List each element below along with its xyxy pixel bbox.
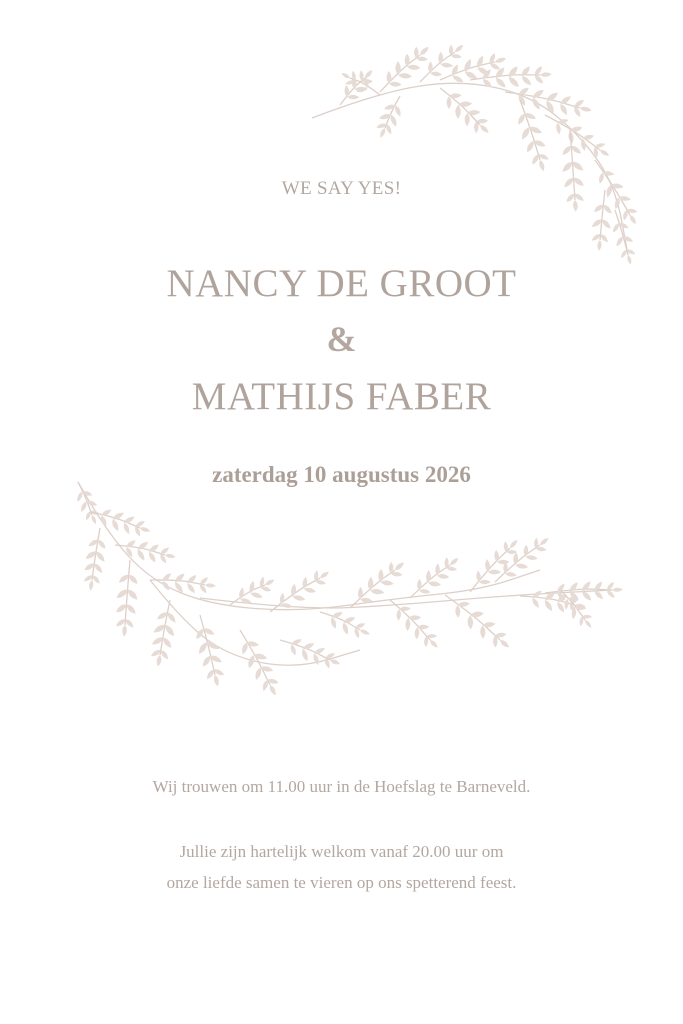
leaf-icon <box>213 674 220 686</box>
leaf-icon <box>509 539 519 550</box>
leaf-icon <box>136 548 147 562</box>
leaf-icon <box>417 624 429 629</box>
ampersand: & <box>326 319 357 359</box>
leaf-icon <box>539 537 550 547</box>
leaf-icon <box>268 684 278 696</box>
leaf-icon <box>428 581 442 588</box>
leaf-icon <box>358 587 363 600</box>
leaf-icon <box>250 591 264 599</box>
leaf-icon <box>497 560 509 565</box>
leaf-icon <box>264 578 275 587</box>
leaf-icon <box>88 580 94 591</box>
wedding-date: zaterdag 10 augustus 2026 <box>212 462 471 487</box>
leaf-icon <box>419 588 431 594</box>
leaf-icon <box>319 570 330 579</box>
leaf-icon <box>380 580 394 587</box>
leaf-icon <box>449 557 460 567</box>
leaf-icon <box>354 622 366 630</box>
leaf-icon <box>414 627 419 639</box>
leaf-icon <box>426 570 431 583</box>
leaf-icon <box>476 570 481 582</box>
leaf-icon <box>505 571 517 577</box>
leaf-icon <box>396 609 401 621</box>
leaf-icon <box>173 572 186 584</box>
leaf-icon <box>525 555 538 561</box>
leaf-icon <box>186 582 197 594</box>
leaf-icon <box>289 644 297 656</box>
leaf-icon <box>99 515 108 527</box>
leaf-icon <box>359 628 371 636</box>
leaf-icon <box>494 550 500 563</box>
leaf-icon <box>165 553 176 559</box>
leaf-icon <box>479 580 491 584</box>
partner2-name: MATHIJS FABER <box>191 375 492 418</box>
leaf-icon <box>556 601 566 614</box>
leaf-icon <box>513 552 518 565</box>
party-text-line1: Jullie zijn hartelijk welkom vanaf 20.00 uur om <box>179 842 504 861</box>
leaf-icon <box>408 615 421 621</box>
leaf-icon <box>267 678 279 685</box>
leaf-icon <box>378 569 383 582</box>
leaf-icon <box>292 594 306 602</box>
leaf-icon <box>457 601 470 608</box>
leaf-icon <box>304 587 317 594</box>
leaf-icon <box>435 563 440 575</box>
leaf-icon <box>467 615 473 629</box>
partner1-name: NANCY DE GROOT <box>166 262 517 305</box>
leaf-icon <box>300 648 309 662</box>
leaf-icon <box>330 617 338 630</box>
leaf-icon <box>246 640 259 648</box>
leaf-icon <box>290 583 297 596</box>
leaf-icon <box>279 592 285 604</box>
leaf-icon <box>161 572 172 583</box>
leaf-icon <box>543 599 554 613</box>
ceremony-text: Wij trouwen om 11.00 uur in de Hoefslag te Barneveld. <box>152 777 531 796</box>
leaf-icon <box>484 559 490 572</box>
leaf-icon <box>429 639 440 650</box>
leaf-icon <box>394 561 406 572</box>
leaf-icon <box>437 573 450 579</box>
leaf-icon <box>111 518 121 532</box>
leaf-icon <box>488 570 501 575</box>
leaf-icon <box>253 652 268 660</box>
leaf-icon <box>161 580 171 592</box>
leaf-icon <box>482 621 496 628</box>
leaf-icon <box>341 622 349 636</box>
leaf-icon <box>499 638 511 649</box>
leaf-icon <box>405 618 411 631</box>
leaf-icon <box>399 606 411 611</box>
leaf-icon <box>584 619 593 629</box>
leaf-icon <box>90 514 97 525</box>
party-text-line2: onze liefde samen te vieren op ons spetterend feest. <box>166 873 517 892</box>
leaf-icon <box>417 579 422 591</box>
leaf-icon <box>523 545 528 557</box>
leaf-icon <box>612 587 623 592</box>
leaf-icon <box>260 665 274 673</box>
leaf-icon <box>368 577 374 591</box>
leaf-icon <box>515 563 529 570</box>
stem-line <box>445 595 500 640</box>
leaf-icon <box>122 625 127 637</box>
tagline: WE SAY YES! <box>281 178 402 199</box>
leaf-icon <box>480 626 486 639</box>
leaf-icon <box>205 583 216 588</box>
leaf-icon <box>281 602 293 609</box>
leaf-icon <box>259 576 265 588</box>
stem-line <box>390 600 430 640</box>
leaf-icon <box>531 597 541 609</box>
leaf-icon <box>370 588 385 595</box>
leaf-icon <box>470 611 485 618</box>
leaf-icon <box>139 526 151 533</box>
leaf-icon <box>156 655 163 667</box>
leaf-icon <box>455 605 460 618</box>
